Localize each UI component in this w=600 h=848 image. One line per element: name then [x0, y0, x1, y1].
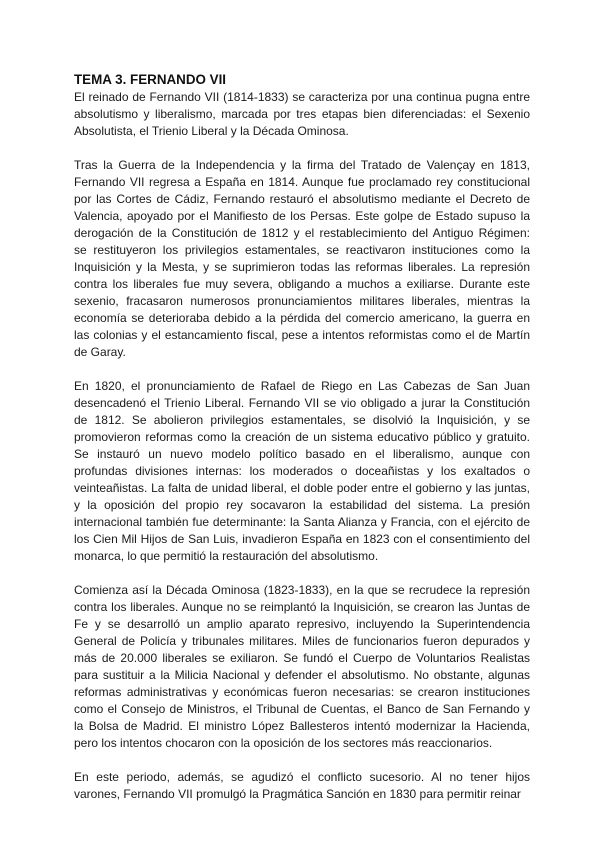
text-line: Fe y se desarrolló un amplio aparato represivo, incluyendo la Superintendencia [74, 617, 530, 631]
text-line: de 1812. Se abolieron privilegios estamentales, se disolvió la Inquisición, y se [74, 413, 530, 427]
text-line: sexenio, fracasaron numerosos pronunciamientos militares liberales, mientras la [74, 294, 530, 308]
text-line: Se instauró un nuevo modelo político basado en el liberalismo, aunque con [74, 447, 530, 461]
text-line: En este periodo, además, se agudizó el conflicto sucesorio. Al no tener hijos [74, 770, 530, 784]
text-line: más de 20.000 liberales se exiliaron. Se fundó el Cuerpo de Voluntarios Realistas [74, 651, 530, 665]
text-line: Inquisición y la Mesta, y se suprimieron todas las reformas liberales. La represión [74, 260, 530, 274]
text-line: profundas divisiones internas: los moderados o doceañistas y los exaltados o [74, 464, 530, 478]
page-title: TEMA 3. FERNANDO VII [74, 72, 227, 87]
text-line: monarca, lo que permitió la restauración del absolutismo. [74, 549, 379, 563]
text-line: internacional también fue determinante: la Santa Alianza y Francia, con el ejército de [74, 515, 530, 529]
text-line: derogación de la Constitución de 1812 y el restablecimiento del Antiguo Régimen: [74, 226, 530, 240]
text-line: se restituyeron los privilegios estamentales, se reactivaron instituciones como la [74, 243, 530, 257]
text-line: como el Consejo de Ministros, el Tribunal de Cuentas, el Banco de San Fernando y [74, 702, 530, 716]
text-line: absolutismo y liberalismo, marcada por tres etapas bien diferenciadas: el Sexenio [74, 107, 530, 121]
text-line: Absolutista, el Trienio Liberal y la Década Ominosa. [74, 124, 349, 138]
document-body [74, 71, 530, 803]
text-line: de Garay. [74, 345, 126, 359]
text-line: los Cien Mil Hijos de San Luis, invadieron España en 1823 con el consentimiento del [74, 532, 530, 546]
text-line: contra los liberales. Aunque no se reimplantó la Inquisición, se crearon las Juntas de [74, 600, 530, 614]
paragraph [74, 89, 530, 140]
text-line: varones, Fernando VII promulgó la Pragmática Sanción en 1830 para permitir reinar [74, 787, 521, 801]
text-line: Valencia, apoyado por el Manifiesto de los Persas. Este golpe de Estado supuso la [74, 209, 530, 223]
text-line: las colonias y el estancamiento fiscal, pese a intentos reformistas como el de Martín [74, 328, 530, 342]
text-line: reformas administrativas y económicas fueron necesarias: se crearon instituciones [74, 685, 530, 699]
text-line: la Bolsa de Madrid. El ministro López Ballesteros intentó modernizar la Hacienda, [74, 719, 530, 733]
text-line: promovieron reformas como la creación de un sistema educativo público y gratuito. [74, 430, 530, 444]
text-line: y la oposición del propio rey socavaron la estabilidad del sistema. La presión [74, 498, 530, 512]
paragraph-list [74, 89, 530, 803]
text-line: veinteañistas. La falta de unidad liberal, el doble poder entre el gobierno y las juntas, [74, 481, 530, 495]
text-line: El reinado de Fernando VII (1814-1833) se caracteriza por una continua pugna entre [74, 90, 530, 104]
text-line: General de Policía y tribunales militares. Miles de funcionarios fueron depurados y [74, 634, 530, 648]
paragraph [74, 769, 530, 803]
paragraph [74, 582, 530, 752]
text-line: pero los intentos chocaron con la oposición de los sectores más reaccionarios. [74, 736, 493, 750]
text-line: En 1820, el pronunciamiento de Rafael de Riego en Las Cabezas de San Juan [74, 379, 530, 393]
text-line: contra los liberales fue muy severa, obligando a muchos a exiliarse. Durante este [74, 277, 530, 291]
text-line: Fernando VII regresa a España en 1814. Aunque fue proclamado rey constitucional [74, 175, 530, 189]
text-line: economía se deterioraba debido a la pérdida del comercio americano, la guerra en [74, 311, 530, 325]
paragraph [74, 378, 530, 565]
paragraph [74, 157, 530, 361]
text-line: desencadenó el Trienio Liberal. Fernando VII se vio obligado a jurar la Constitución [74, 396, 530, 410]
text-line: Comienza así la Década Ominosa (1823-1833), en la que se recrudece la represión [74, 583, 530, 597]
text-line: Tras la Guerra de la Independencia y la firma del Tratado de Valençay en 1813, [74, 158, 530, 172]
text-line: para sustituir a la Milicia Nacional y defender el absolutismo. No obstante, algunas [74, 668, 530, 682]
text-line: por las Cortes de Cádiz, Fernando restauró el absolutismo mediante el Decreto de [74, 192, 530, 206]
